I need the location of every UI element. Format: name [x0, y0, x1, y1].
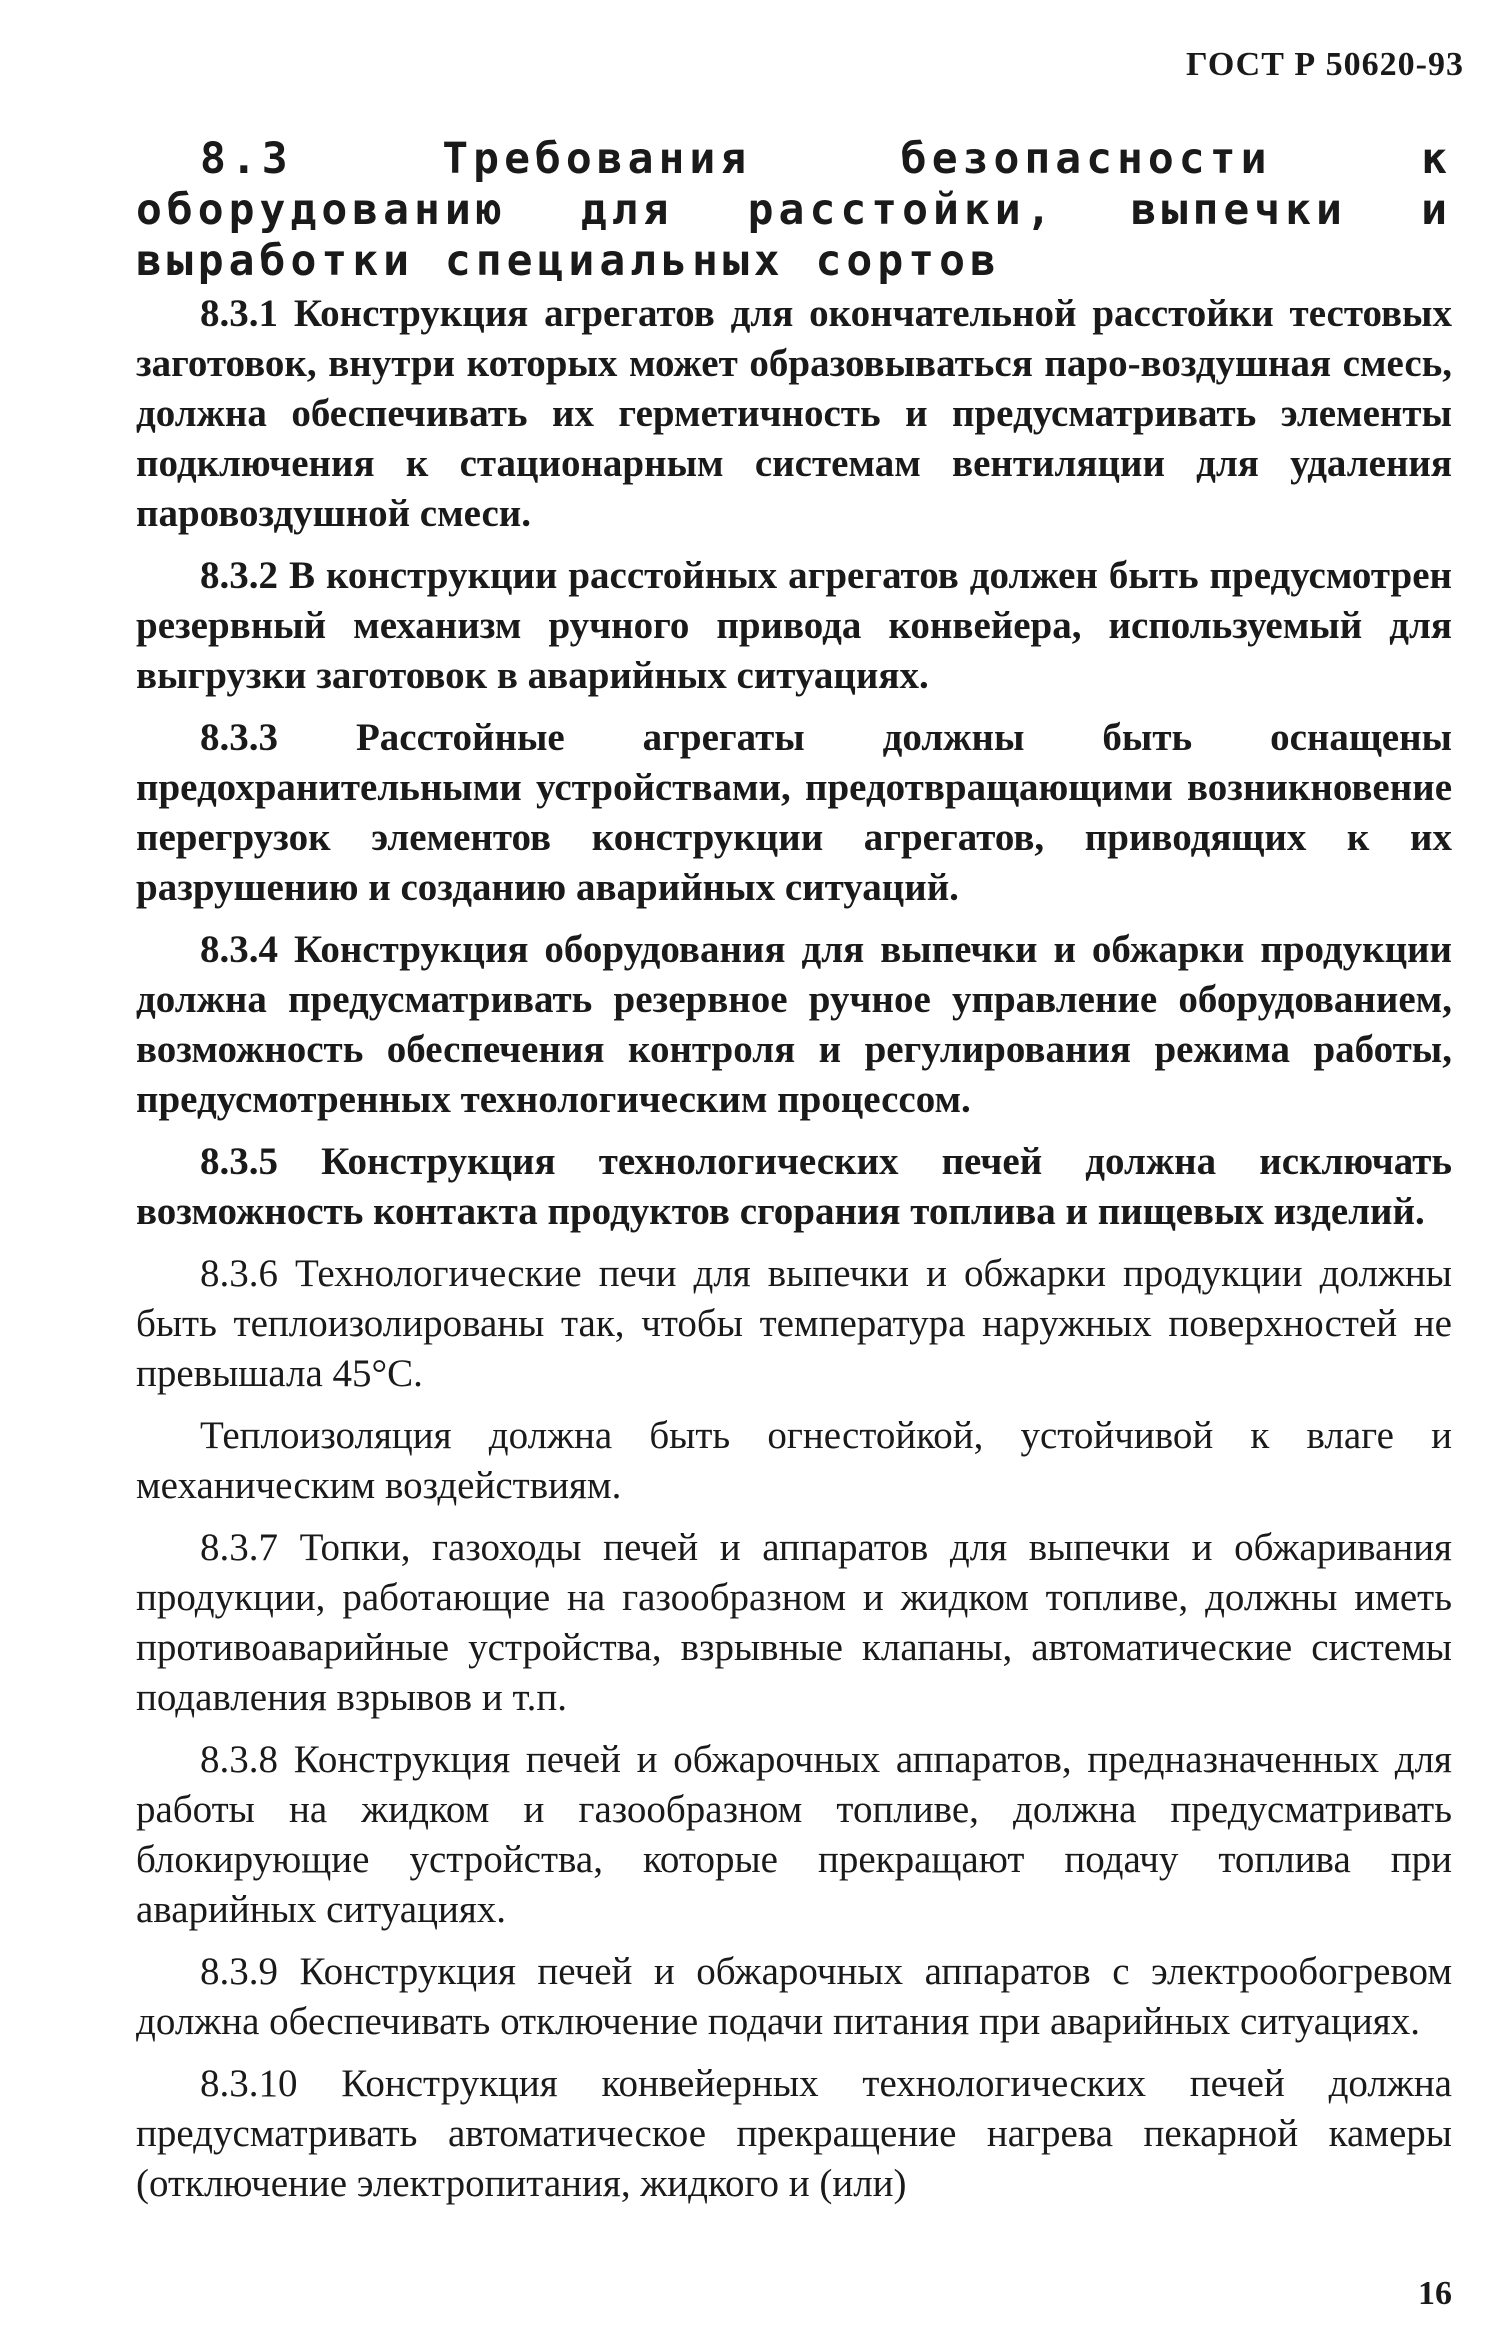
paragraph-8-3-6: 8.3.6 Технологические печи для выпечки и обжарки продукции должны быть теплоизолированы так, чтобы температура наружных поверхностей не превышала 45°С.: [136, 1252, 1452, 1395]
paragraph-8-3-3: 8.3.3 Расстойные агрегаты должны быть оснащены предохранительными устройствами, предотвращающими возникновение перегрузок элементов конструкции агрегатов, приводящих к их разрушению и созданию аварийных ситуаций.: [136, 716, 1452, 909]
paragraph-8-3-1: 8.3.1 Конструкция агрегатов для окончательной расстойки тестовых заготовок, внутри которых может образовываться паро-воздушная смесь, должна обеспечивать их герметичность и предусматривать элементы подключения к стационарным системам вентиляции для удаления паровоздушной смеси.: [136, 292, 1452, 535]
section-heading: 8.3 Требования безопасности к оборудованию для расстойки, выпечки и выработки специальных сортов: [136, 134, 1452, 286]
paragraph-8-3-4: 8.3.4 Конструкция оборудования для выпечки и обжарки продукции должна предусматривать резервное ручное управление оборудованием, возможность обеспечения контроля и регулирования режима работы, предусмотренных технологическим процессом.: [136, 928, 1452, 1121]
paragraph-8-3-5: 8.3.5 Конструкция технологических печей должна исключать возможность контакта продуктов сгорания топлива и пищевых изделий.: [136, 1140, 1452, 1233]
paragraph-insulation: Теплоизоляция должна быть огнестойкой, устойчивой к влаге и механическим воздействиям.: [136, 1414, 1452, 1507]
paragraph-8-3-7: 8.3.7 Топки, газоходы печей и аппаратов для выпечки и обжаривания продукции, работающие на газообразном и жидком топливе, должны иметь противоаварийные устройства, взрывные клапаны, автоматические системы подавления взрывов и т.п.: [136, 1526, 1452, 1719]
page-number: 16: [1418, 2275, 1452, 2312]
paragraph-8-3-10: 8.3.10 Конструкция конвейерных технологических печей должна предусматривать автоматическое прекращение нагрева пекарной камеры (отключение электропитания, жидкого и (или): [136, 2062, 1452, 2205]
paragraph-8-3-2: 8.3.2 В конструкции расстойных агрегатов должен быть предусмотрен резервный механизм ручного привода конвейера, используемый для выгрузки заготовок в аварийных ситуациях.: [136, 554, 1452, 697]
paragraph-8-3-9: 8.3.9 Конструкция печей и обжарочных аппаратов с электрообогревом должна обеспечивать отключение подачи питания при аварийных ситуациях.: [136, 1950, 1452, 2043]
paragraph-8-3-8: 8.3.8 Конструкция печей и обжарочных аппаратов, предназначенных для работы на жидком и газообразном топливе, должна предусматривать блокирующие устройства, которые прекращают подачу топлива при аварийных ситуациях.: [136, 1738, 1452, 1931]
document-header: ГОСТ Р 50620-93: [1186, 46, 1464, 83]
page-body: [136, 134, 1452, 2221]
